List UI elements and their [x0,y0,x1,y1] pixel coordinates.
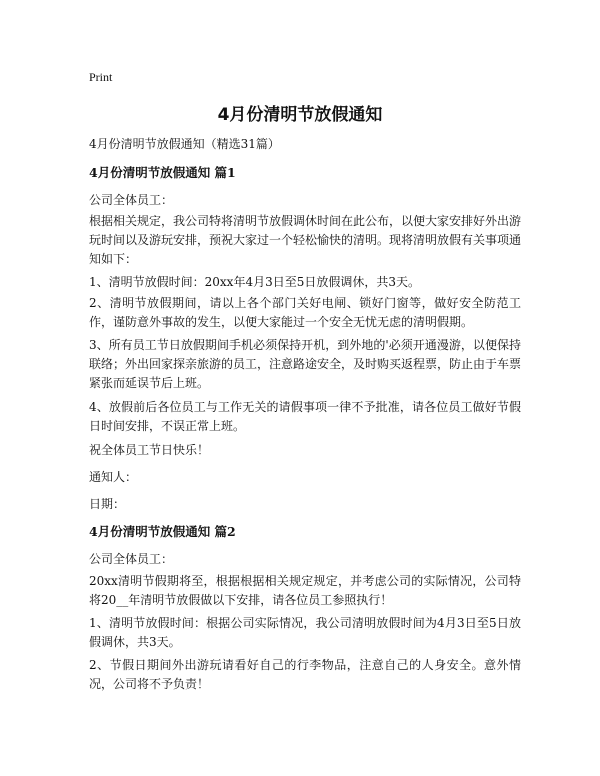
section-1-item-1: 1、清明节放假时间：20xx年4月3日至5日放假调休，共3天。 [89,275,420,289]
section-1-item-3: 3、所有员工节日放假期间手机必须保持开机，到外地的'必须开通漫游，以便保持联络；外出回家探亲旅游的员工，注意路途安全，及时购买返程票，防止由于车票紧张而延误节后上班。 [89,338,522,390]
document-title: 4月份清明节放假通知 [217,105,383,125]
section-1-wish: 祝全体员工节日快乐！ [89,443,210,457]
section-2-item-1: 1、清明节放假时间：根据公司实际情况，我公司清明放假时间为4月3日至5日放假调休，共3天。 [89,616,521,649]
section-1-greeting: 公司全体员工： [89,193,174,207]
print-label: Print [89,70,113,84]
section-1-item-2: 2、清明节放假期间，请以上各个部门关好电闸、锁好门窗等，做好安全防范工作，谨防意外事故的发生，以便大家能过一个安全无忧无虑的清明假期。 [89,296,521,329]
section-1-intro: 根据相关规定，我公司特将清明节放假调休时间在此公布，以便大家安排好外出游玩时间以及游玩安排，预祝大家过一个轻松愉快的清明。现将清明放假有关事项通知如下： [89,214,522,266]
document-subtitle: 4月份清明节放假通知（精选31篇） [89,137,280,151]
section-2-intro: 20xx清明节假期将至，根据根据相关规定规定，并考虑公司的实际情况，公司特将20__年清明节放假做以下安排，请各位员工参照执行！ [89,574,521,607]
section-1-date: 日期： [89,497,126,511]
section-2-greeting: 公司全体员工： [89,552,174,566]
section-1-item-4: 4、放假前后各位员工与工作无关的请假事项一律不予批准，请各位员工做好节假日时间安排，不误正常上班。 [89,400,521,433]
section-2-item-2: 2、节假日期间外出游玩请看好自己的行李物品，注意自己的人身安全。意外情况，公司将不予负责！ [89,658,521,691]
section-2-heading: 4月份清明节放假通知 篇2 [89,524,236,539]
section-1-notifier: 通知人： [89,470,138,484]
section-1-heading: 4月份清明节放假通知 篇1 [89,165,236,180]
